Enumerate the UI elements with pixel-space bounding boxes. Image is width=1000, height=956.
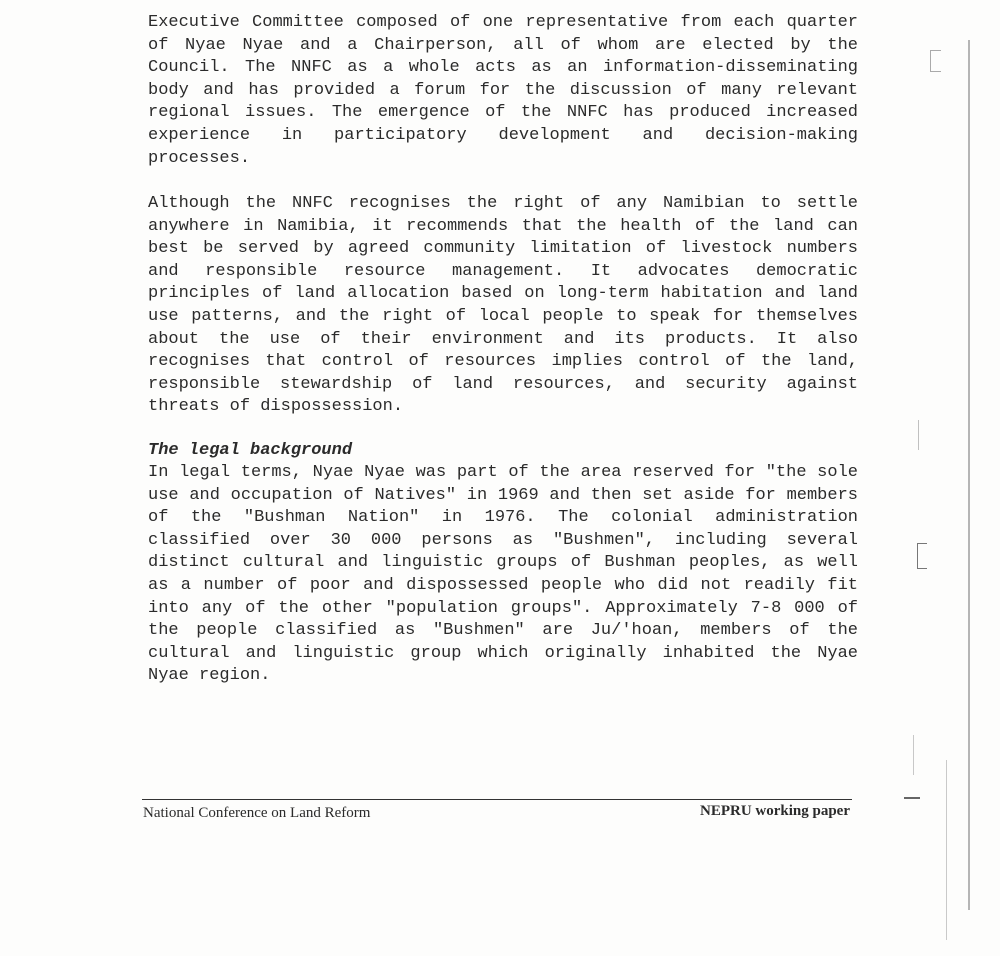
footer-rule [142,799,852,800]
paragraph-legal-background: In legal terms, Nyae Nyae was part of the area reserved for "the sole use and occupation of Natives" in 1969 and then set aside for members of the "Bushman Nation" in 1976. The colonial administration classified over 30 000 persons as "Bushmen", including several distinct cultural and linguistic groups of Bushman peoples, as well as a number of poor and dispossessed people who did not readily fit into any of the other "population groups". Approximately 7-8 000 of the people classified as "Bushmen" are Ju/'hoan, members of the cultural and linguistic group which originally inhabited the Nyae Nyae region. [148,463,858,686]
scan-edge-line [946,760,947,940]
section-heading: The legal background [148,441,353,460]
paragraph-nnfc-committee: Executive Committee composed of one representative from each quarter of Nyae Nyae and a Chairperson, all of whom are elected by the Council. The NNFC as a whole acts as an information-disseminating body and has provided a forum for the discussion of many relevant regional issues. The emergence of the NNFC has produced increased experience in participatory development and decision-making processes. [148,13,858,168]
footer-paper-label: NEPRU working paper [699,803,850,819]
scan-mark [913,735,914,775]
scan-mark [918,420,919,450]
footer-conference-title: National Conference on Land Reform [143,805,371,821]
scan-mark [904,797,920,799]
scan-edge-line [968,40,970,910]
paragraph-nnfc-recognises: Although the NNFC recognises the right of any Namibian to settle anywhere in Namibia, it recommends that the health of the land can best be served by agreed community limitation of livestock numbers and responsible resource management. It advocates democratic principles of land allocation based on long-term habitation and land use patterns, and the right of local people to speak for themselves about the use of their environment and its products. It also recognises that control of resources implies control of the land, responsible stewardship of land resources, and security against threats of dispossession. [148,194,858,417]
scan-mark [917,543,927,569]
scan-mark [930,50,941,72]
